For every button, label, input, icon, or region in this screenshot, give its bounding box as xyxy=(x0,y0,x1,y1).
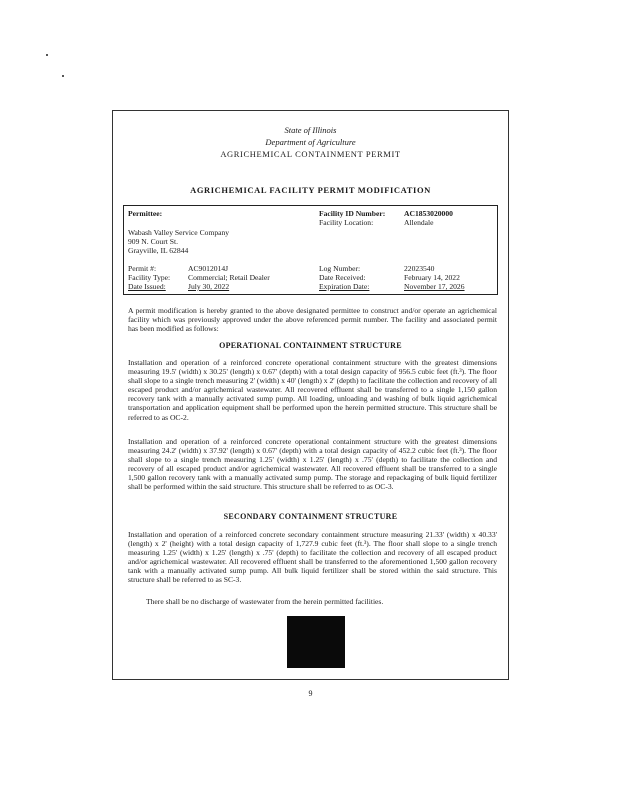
discharge-note: There shall be no discharge of wastewater from the herein permitted facilities. xyxy=(146,597,384,606)
facility-location-label: Facility Location: xyxy=(319,218,374,227)
page-number: 9 xyxy=(308,689,313,698)
date-issued-value: July 30, 2022 xyxy=(188,282,230,291)
permittee-label: Permittee: xyxy=(128,209,163,218)
permit-title: AGRICHEMICAL CONTAINMENT PERMIT xyxy=(220,149,401,159)
permittee-street: 909 N. Court St. xyxy=(128,237,178,246)
permit-subtitle: AGRICHEMICAL FACILITY PERMIT MODIFICATION xyxy=(190,185,431,195)
permittee-name: Wabash Valley Service Company xyxy=(128,228,230,237)
facility-type-label: Facility Type: xyxy=(128,273,171,282)
permit-number-label: Permit #: xyxy=(128,264,157,273)
facility-id-value: AC1853020000 xyxy=(404,209,453,218)
facility-location-value: Allendale xyxy=(404,218,434,227)
permittee-city: Grayville, IL 62844 xyxy=(128,246,189,255)
scan-speck xyxy=(46,54,48,56)
operational-paragraph-1: Installation and operation of a reinforced concrete operational containment structure with the greatest dimensions measuring 19.5' (width) x 30.25' (length) x 0.67' (depth) with a total design capacity of 956.5 cubic feet (ft.³). The floor shall slope to a single trench measuring 2' (width) x 40' (length) x 2' (depth) to facilitate the collection and recovery of all escaped product and/or agrichemical wastewater. All recovered effluent shall be transferred to a single 1,150 gallon recovery tank with a manually activated sump pump. All loading, unloading and washing of bulk liquid agrichemical transportation and application equipment shall be performed upon the herein permitted structure. This structure shall be referred to as OC-2. xyxy=(128,358,497,422)
expiration-label: Expiration Date: xyxy=(319,282,370,291)
operational-paragraph-2: Installation and operation of a reinforced concrete operational containment structure with the greatest dimensions measuring 24.2' (width) x 37.92' (length) x 0.67' (depth) with a total design capacity of 452.2 cubic feet (ft.³). The floor shall slope to a single trench measuring 1.25' (width) x 1.25' (length) x .75' (depth) to facilitate the collection and recovery of all escaped product and/or agrichemical wastewater. All recovered effluent shall be transferred to a single 1,500 gallon recovery tank with a manually activated sump pump. The storage and repackaging of bulk liquid fertilizer shall be performed within the said structure. This structure shall be referred to as OC-3. xyxy=(128,437,497,492)
facility-type-value: Commercial; Retail Dealer xyxy=(188,273,270,282)
date-received-value: February 14, 2022 xyxy=(404,273,460,282)
department-name: Department of Agriculture xyxy=(265,137,356,147)
log-number-value: 22023540 xyxy=(404,264,435,273)
expiration-value: November 17, 2026 xyxy=(404,282,465,291)
intro-paragraph: A permit modification is hereby granted to the above designated permittee to construct and/or operate an agrichemical facility which was previously approved under the above referenced permit number. The facility and associated permit has been modified as follows: xyxy=(128,306,497,334)
log-number-label: Log Number: xyxy=(319,264,361,273)
permit-info-box xyxy=(123,205,498,295)
secondary-paragraph: Installation and operation of a reinforced concrete secondary containment structure measuring 21.33' (width) x 40.33' (length) x 2' (height) with a total design capacity of 1,727.9 cubic feet (ft.³). The floor shall slope to a single trench measuring 1.25' (width) x 1.25' (length) x .75' (depth) to facilitate the collection and recovery of all escaped product and/or agrichemical wastewater. All recovered effluent shall be transferred to the aforementioned 1,500 gallon recovery tank with a manually activated sump pump. All bulk liquid fertilizer shall be stored within the said structure. This structure shall be referred to as SC-3. xyxy=(128,530,497,585)
state-name: State of Illinois xyxy=(284,125,337,135)
redaction-block xyxy=(287,616,345,668)
secondary-heading: SECONDARY CONTAINMENT STRUCTURE xyxy=(223,512,398,521)
date-issued-label: Date Issued: xyxy=(128,282,166,291)
facility-id-label: Facility ID Number: xyxy=(319,209,386,218)
date-received-label: Date Received: xyxy=(319,273,366,282)
operational-heading: OPERATIONAL CONTAINMENT STRUCTURE xyxy=(219,341,402,350)
permit-number-value: AC9012014J xyxy=(188,264,229,273)
scan-speck xyxy=(62,75,64,77)
